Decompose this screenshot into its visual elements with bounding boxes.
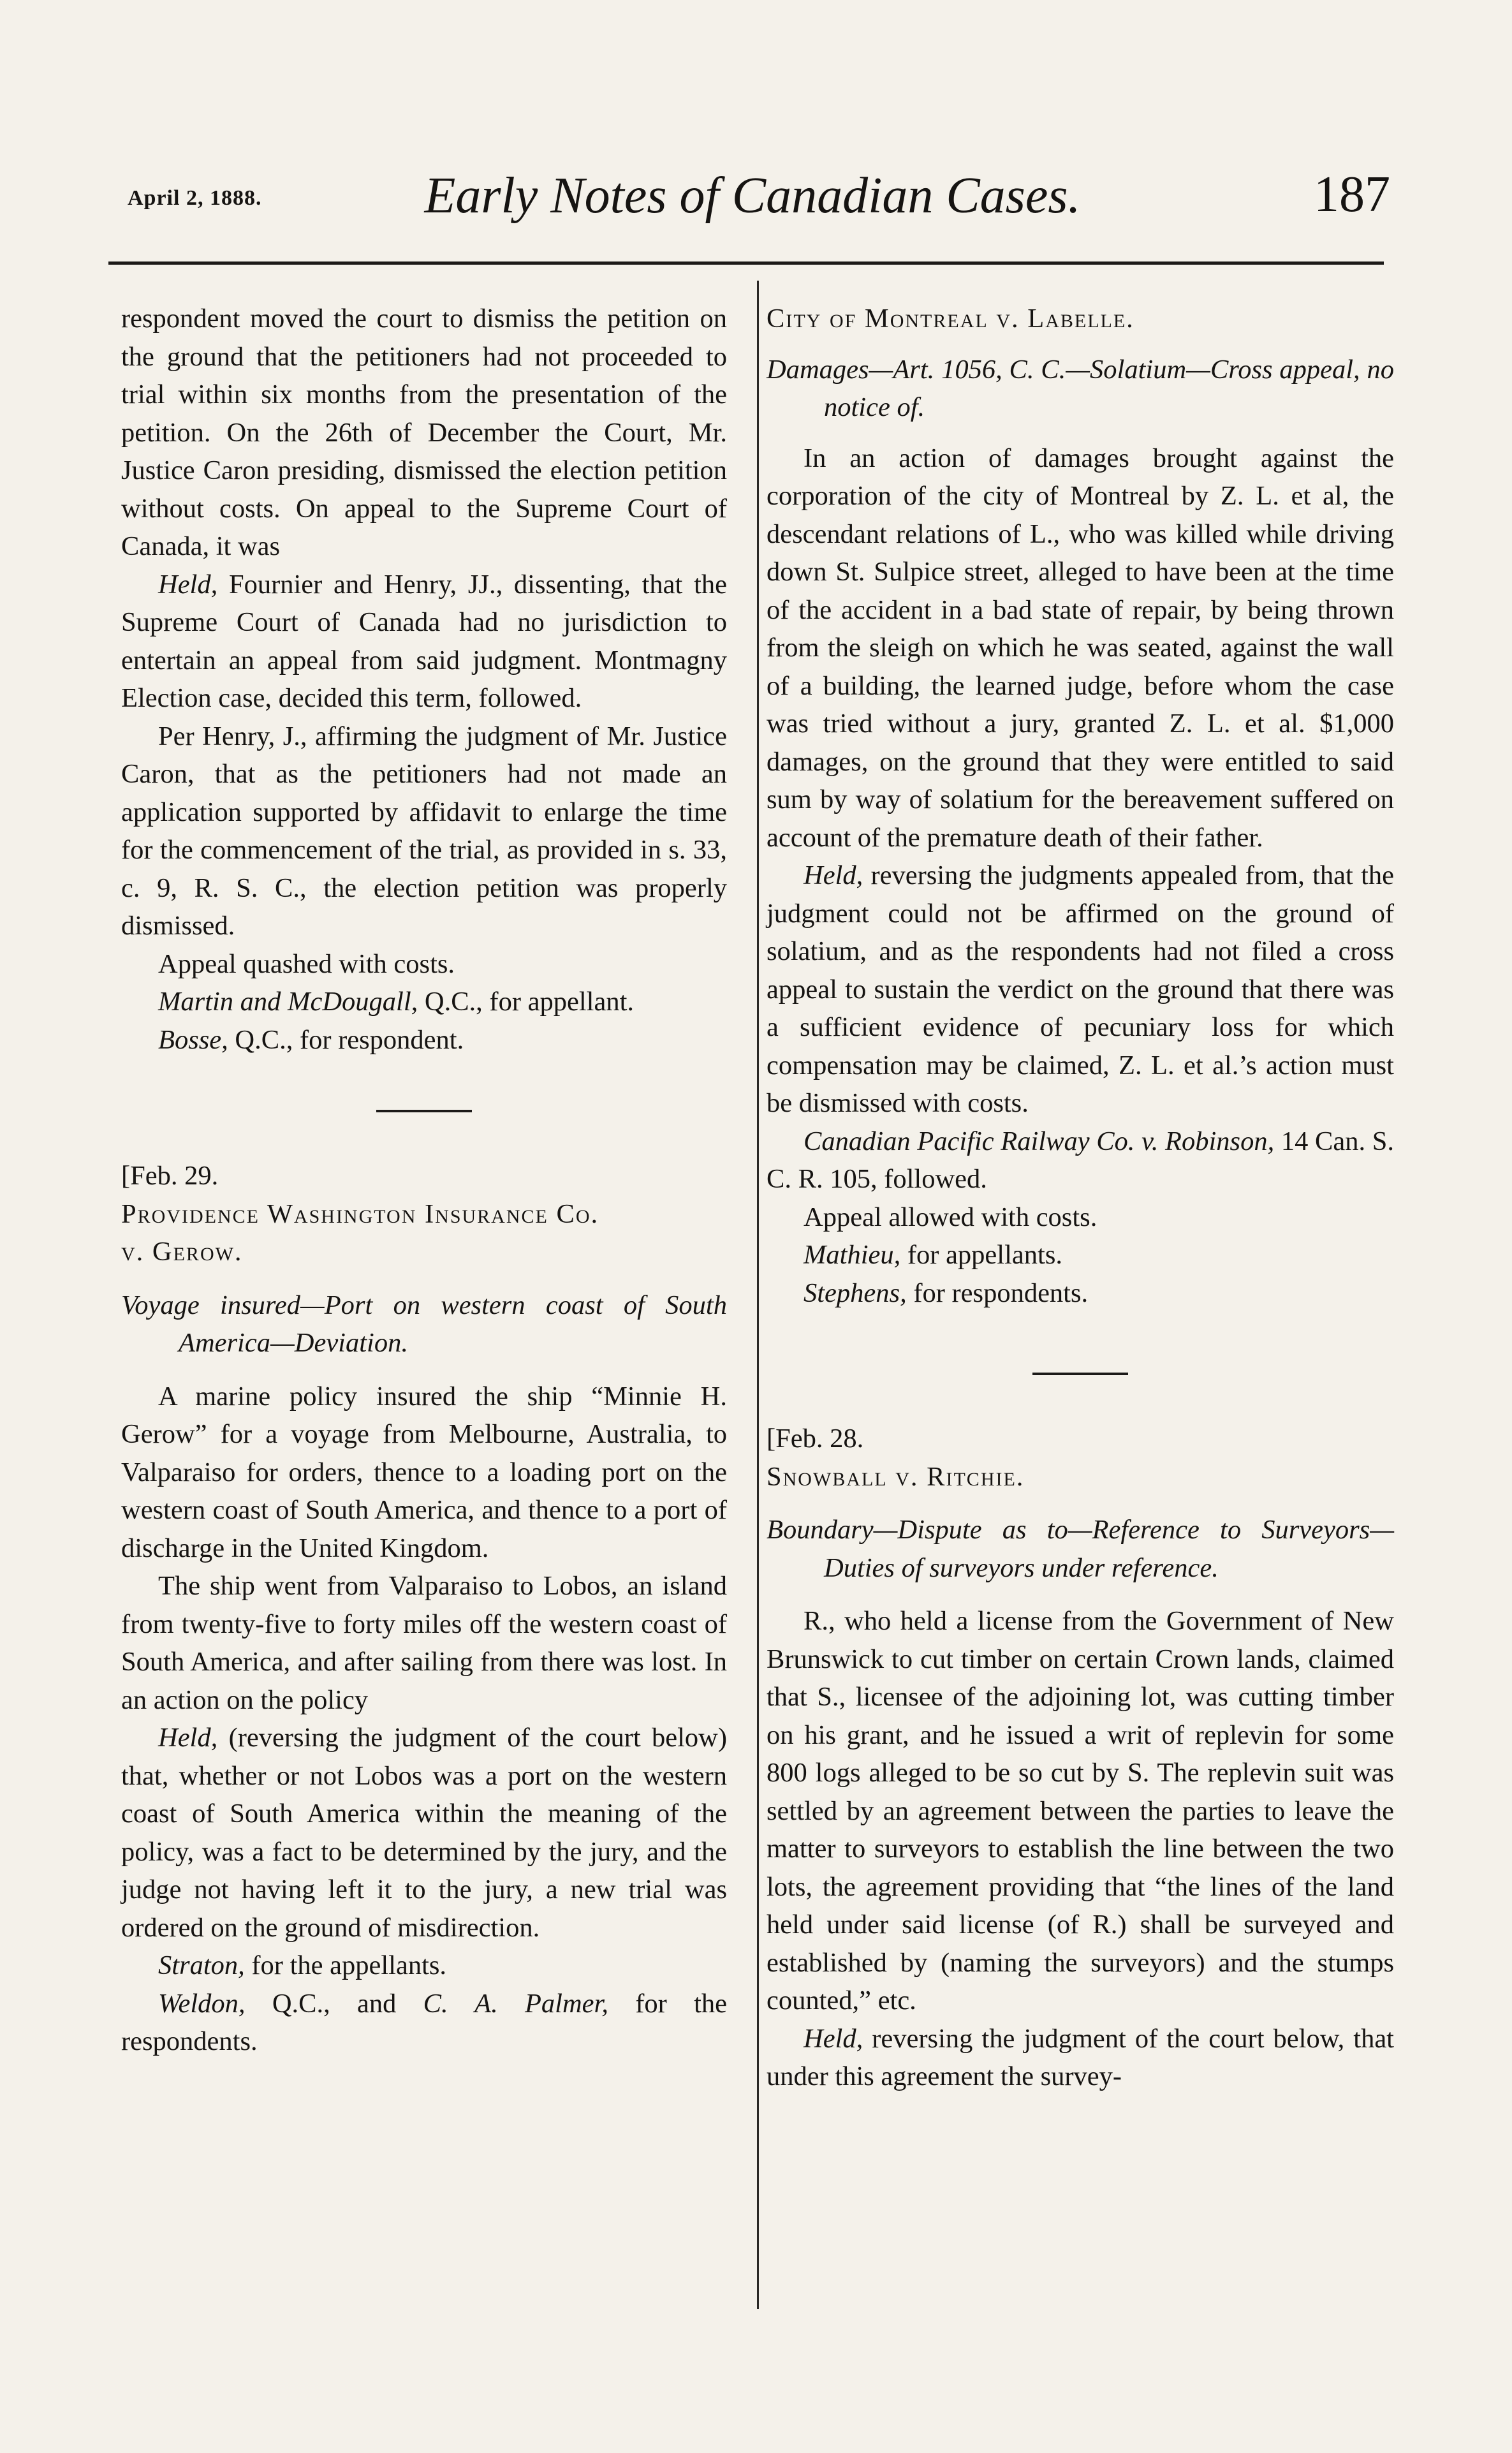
followed-case	[767, 1123, 1394, 1198]
facts-paragraph: R., who held a license from the Government of New Brunswick to cut timber on certain Crown lands, claimed that S., licensee of the adjoining lot, was cutting timber on his grant, and he issued a writ of replevin for some 800 logs alleged to be so cut by S. The replevin suit was settled by an agreement between the parties to leave the matter to surveyors to establish the line between the two lots, the agreement providing that “the lines of the land held under said license (of R.) shall be surveyed and established by (naming the surveyors) and the stumps counted,” etc.	[767, 1606, 1394, 2015]
counsel-role: for appellants.	[900, 1240, 1062, 1270]
right-column	[767, 300, 1394, 2096]
cited-case-name: Canadian Pacific Railway Co. v. Robinson,	[804, 1126, 1275, 1156]
held-label: Held,	[158, 1723, 218, 1753]
counsel-name: Stephens,	[804, 1278, 907, 1308]
held-paragraph	[767, 2020, 1394, 2096]
counsel-name: Weldon,	[158, 1988, 246, 2019]
case-separator	[1032, 1373, 1128, 1375]
result-line: Appeal allowed with costs.	[804, 1202, 1097, 1232]
case-title: Snowball v. Ritchie.	[767, 1461, 1025, 1492]
page-number: 187	[1314, 166, 1390, 223]
counsel-name: Martin and McDougall,	[158, 987, 418, 1017]
counsel-line	[121, 983, 727, 1021]
column-divider	[757, 281, 759, 2309]
continued-paragraph: respondent moved the court to dismiss the petition on the ground that the petitioners had not proceeded to trial within six months from the presentation of the petition. On the 26th of December the Court, Mr. Justice Caron presiding, dismissed the election petition without costs. On appeal to the Supreme Court of Canada, it was	[121, 304, 727, 561]
case-title-versus: v. Gerow.	[121, 1237, 243, 1267]
counsel-name: C. A. Palmer,	[423, 1988, 608, 2019]
held-paragraph	[121, 1719, 727, 1947]
counsel-role: Q.C., for appellant.	[418, 987, 634, 1017]
held-text: reversing the judgments appealed from, that the judgment could not be affirmed on the ground of solatium, and as the respondents had not filed a cross appeal to sustain the verdict on the ground that there was a sufficient evidence of pecuniary loss for which compensation may be claimed, Z. L. et al.’s action must be dismissed with costs.	[767, 860, 1394, 1118]
counsel-role: for respondents.	[906, 1278, 1089, 1308]
per-paragraph: Per Henry, J., affirming the judgment of Mr. Justice Caron, that as the petitioners had not made an application supported by affidavit to enlarge the time for the commencement of the trial, as provided in s. 33, c. 9, R. S. C., the election petition was properly dismissed.	[121, 721, 727, 941]
header-rule	[108, 262, 1384, 265]
held-label: Held,	[158, 569, 218, 600]
counsel-line	[767, 1274, 1394, 1313]
facts-paragraph: In an action of damages brought against the corporation of the city of Montreal by Z. L. et al, the descendant relations of L., who was killed while driving down St. Sulpice street, alleged to have been at the time of the accident in a bad state of repair, by being thrown from the sleigh on which he was seated, against the wall of a building, the learned judge, before whom the case was tried without a jury, granted Z. L. et al. $1,000 damages, on the ground that they were entitled to said sum by way of solatium for the bereavement suffered on account of the premature death of their father.	[767, 443, 1394, 853]
facts-paragraph: A marine policy insured the ship “Minnie H. Gerow” for a voyage from Melbourne, Australia, to Valparaiso for orders, thence to a loading port on the western coast of South America, and thence to a port of discharge in the United Kingdom.	[121, 1381, 727, 1563]
held-label: Held,	[804, 860, 863, 890]
result-line: Appeal quashed with costs.	[158, 948, 455, 979]
case-title: Providence Washington Insurance Co.	[121, 1198, 599, 1229]
counsel-connector: Q.C., and	[245, 1988, 423, 2019]
case-date: [Feb. 29.	[121, 1161, 219, 1191]
case-title: City of Montreal v. Labelle.	[767, 304, 1134, 334]
counsel-role: for the appellants.	[244, 1950, 447, 1980]
held-label: Held,	[804, 2023, 863, 2054]
counsel-role: for the respondents.	[121, 1988, 728, 2056]
held-text: (reversing the judgment of the court below) that, whether or not Lobos was a port on the western coast of South America within the meaning of the policy, was a fact to be determined by the jury, and the judge not having left it to the jury, a new trial was ordered on the ground of misdirection.	[121, 1723, 727, 1943]
counsel-role: Q.C., for respondent.	[228, 1024, 464, 1055]
counsel-line	[121, 1947, 727, 1985]
held-paragraph	[121, 566, 727, 718]
case-date: [Feb. 28.	[767, 1424, 864, 1454]
issue-date: April 2, 1888.	[128, 186, 262, 210]
held-paragraph	[767, 857, 1394, 1123]
counsel-name: Mathieu,	[804, 1240, 901, 1270]
case-headnote: Damages—Art. 1056, C. C.—Solatium—Cross appeal, no notice of.	[767, 354, 1394, 422]
case-separator	[376, 1110, 472, 1112]
held-text: reversing the judgment of the court below, that under this agreement the survey-	[767, 2023, 1394, 2091]
counsel-line	[767, 1236, 1394, 1274]
page-header	[0, 0, 1512, 268]
counsel-name: Bosse,	[158, 1024, 228, 1055]
case-headnote: Voyage insured—Port on western coast of South America—Deviation.	[121, 1290, 727, 1358]
case-headnote: Boundary—Dispute as to—Reference to Surveyors—Duties of surveyors under reference.	[767, 1515, 1394, 1583]
cited-case-reference: 14 Can. S. C. R. 105, followed.	[767, 1126, 1394, 1194]
counsel-line	[121, 1985, 727, 2061]
counsel-line	[121, 1021, 727, 1059]
running-title: Early Notes of Canadian Cases.	[424, 168, 1081, 224]
held-text: Fournier and Henry, JJ., dissenting, that the Supreme Court of Canada had no jurisdiction to entertain an appeal from said judgment. Montmagny Election case, decided this term, followed.	[121, 569, 727, 713]
facts-paragraph: The ship went from Valparaiso to Lobos, an island from twenty-five to forty miles off the western coast of South America, and after sailing from there was lost. In an action on the policy	[121, 1571, 727, 1715]
counsel-name: Straton,	[158, 1950, 245, 1980]
left-column	[121, 300, 727, 2061]
